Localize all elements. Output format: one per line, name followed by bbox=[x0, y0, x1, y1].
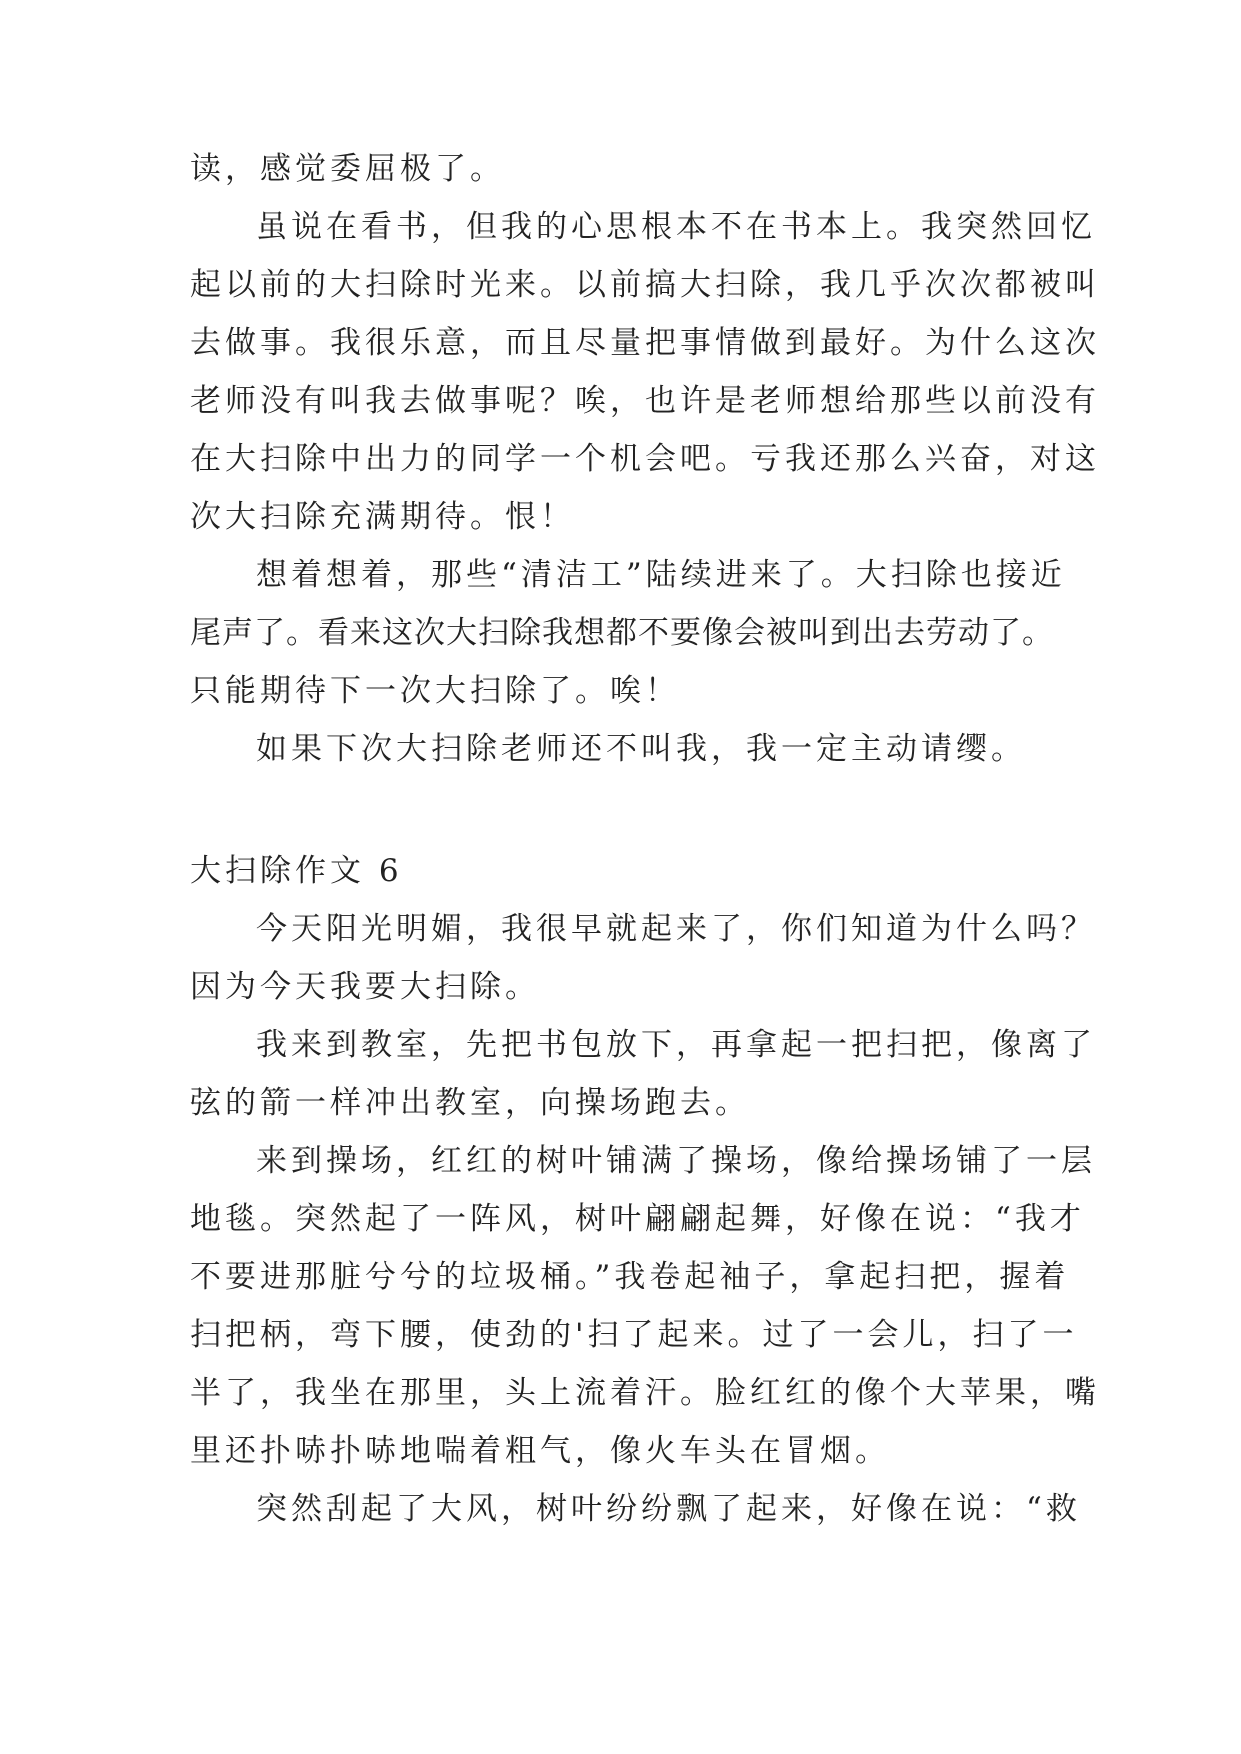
paragraph-start: 突然刮起了大风，树叶纷纷飘了起来，好像在说：“救 bbox=[256, 1491, 1081, 1527]
text-line: 在大扫除中出力的同学一个机会吧。亏我还那么兴奋，对这 bbox=[190, 441, 1100, 477]
text-line: 弦的箭一样冲出教室，向操场跑去。 bbox=[190, 1085, 750, 1121]
text-line: 不要进那脏兮兮的垃圾桶。”我卷起袖子，拿起扫把，握着 bbox=[190, 1259, 1070, 1295]
paragraph-start: 来到操场，红红的树叶铺满了操场，像给操场铺了一层 bbox=[256, 1143, 1096, 1179]
text-line: 里还扑哧扑哧地喘着粗气，像火车头在冒烟。 bbox=[190, 1433, 890, 1469]
text-line: 只能期待下一次大扫除了。唉！ bbox=[190, 673, 680, 709]
paragraph-start: 虽说在看书，但我的心思根本不在书本上。我突然回忆 bbox=[256, 209, 1096, 245]
section-heading: 大扫除作文 6 bbox=[190, 853, 403, 889]
text-line: 读，感觉委屈极了。 bbox=[190, 151, 505, 187]
text-line: 半了，我坐在那里，头上流着汗。脸红红的像个大苹果，嘴 bbox=[190, 1375, 1100, 1411]
paragraph-start: 想着想着，那些“清洁工”陆续进来了。大扫除也接近 bbox=[256, 557, 1066, 593]
section-gap bbox=[190, 778, 1060, 842]
document-body bbox=[190, 140, 1100, 1538]
paragraph-start: 今天阳光明媚，我很早就起来了，你们知道为什么吗？ bbox=[256, 911, 1096, 947]
text-line: 尾声了。看来这次大扫除我想都不要像会被叫到出去劳动了。 bbox=[190, 615, 1054, 651]
text-line: 地毯。突然起了一阵风，树叶翩翩起舞，好像在说：“我才 bbox=[190, 1201, 1085, 1237]
text-line: 去做事。我很乐意，而且尽量把事情做到最好。为什么这次 bbox=[190, 325, 1100, 361]
text-line: 因为今天我要大扫除。 bbox=[190, 969, 540, 1005]
text-line: 起以前的大扫除时光来。以前搞大扫除，我几乎次次都被叫 bbox=[190, 267, 1100, 303]
paragraph-start: 如果下次大扫除老师还不叫我，我一定主动请缨。 bbox=[256, 731, 1026, 767]
text-line: 次大扫除充满期待。恨！ bbox=[190, 499, 575, 535]
text-line: 老师没有叫我去做事呢？唉，也许是老师想给那些以前没有 bbox=[190, 383, 1100, 419]
paragraph-start: 我来到教室，先把书包放下，再拿起一把扫把，像离了 bbox=[256, 1027, 1096, 1063]
text-line: 扫把柄，弯下腰，使劲的'扫了起来。过了一会儿，扫了一 bbox=[190, 1317, 1078, 1353]
